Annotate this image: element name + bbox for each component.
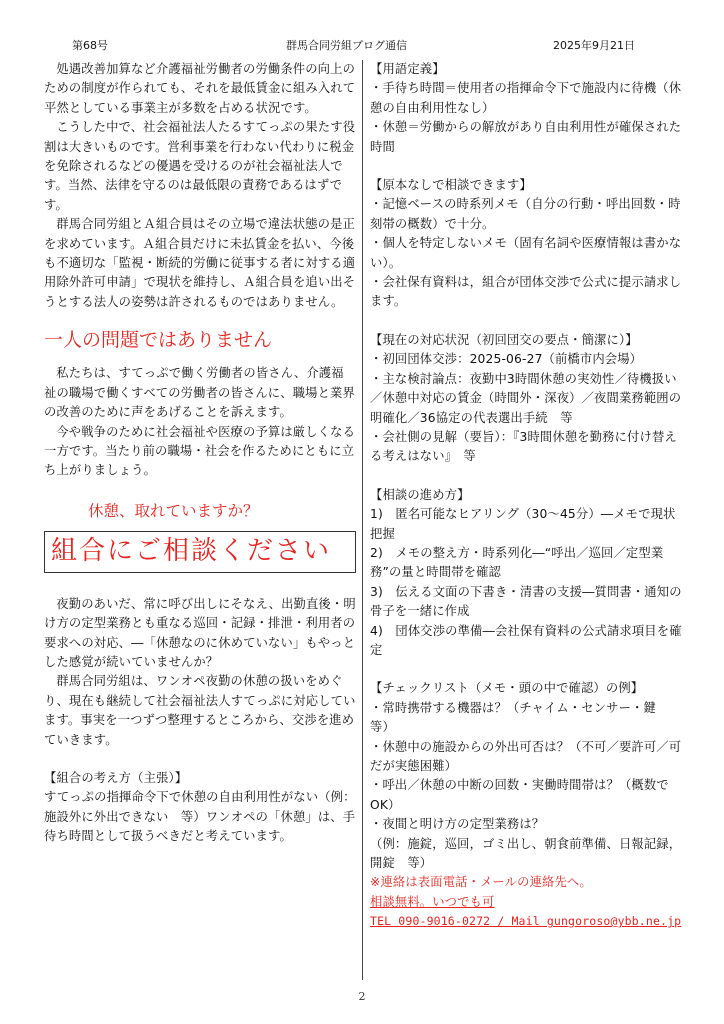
right-column	[370, 60, 686, 932]
body-paragraph: 夜勤のあいだ、常に呼び出しにそなえ、出勤直後・明け方の定型業務とも重なる巡回・記録・排泄・利用者の要求への対応、―「休憩なのに休めていない」もやっとした感覚が続いていませんか？	[44, 596, 356, 669]
no-original-item: ・記憶ベースの時系列メモ（自分の行動・呼出回数・時刻帯の概数）で十分。	[370, 197, 681, 231]
process-step: 3) 伝える文面の下書き・清書の支援―質問書・通知の骨子を一緒に作成	[370, 584, 682, 619]
status-item: ・会社側の見解（要旨）：『3時間休憩を勤務に付け替える考えはない』 等	[370, 429, 677, 464]
break-question-heading: 休憩、取れていますか？	[88, 501, 259, 520]
checklist-item: ・休憩中の施設からの外出可否は？（不可／要許可／可だが実態困難）	[370, 739, 682, 773]
process-step: 2) メモの整え方・時系列化―“呼出／巡回／定型業務”の量と時間帯を確認	[370, 545, 664, 580]
column-divider	[362, 60, 363, 980]
checklist-item: ・呼出／休憩の中断の回数・実働時間帯は？（概数でOK）	[370, 778, 669, 812]
process-title: 【相談の進め方】	[370, 487, 470, 502]
checklist-title: 【チェックリスト（メモ・頭の中で確認）の例】	[370, 681, 644, 696]
no-original-item: ・会社保有資料は，組合が団体交渉で公式に提示請求します。	[370, 275, 682, 309]
checklist-item: ・夜間と明け方の定型業務は？	[370, 817, 545, 832]
issue-date: 2025年9月21日	[553, 39, 635, 52]
process-step: 1) 匿名可能なヒアリング（30～45分）―メモで現状把握	[370, 507, 676, 541]
intro-paragraph: 処遇改善加算など介護福祉労働者の労働条件の向上のための制度が作られても、それを最低賃金に組み入れて平然としている事業主が多数を占める状況です。	[44, 62, 356, 115]
process-step: 4) 団体交渉の準備―会社保有資料の公式請求項目を確定	[370, 623, 682, 657]
body-paragraph: 今や戦争のために社会福祉や医療の予算は厳しくなる一方です。当たり前の職場・社会を作るためにともに立ち上がりましょう。	[44, 424, 356, 478]
consult-banner: 組合にご相談ください	[44, 531, 356, 573]
page-number: 2	[358, 990, 366, 1003]
terms-item: ・手待ち時間＝使用者の指揮命令下で施設内に待機（休憩の自由利用性なし）	[370, 81, 682, 115]
issue-number: 第68号	[72, 39, 108, 52]
section-heading: 一人の問題ではありません	[44, 329, 273, 352]
checklist-item: （例：施錠，巡回，ゴミ出し、朝食前準備、日報記録，開錠 等）	[370, 836, 682, 871]
intro-paragraph: 群馬合同労組とＡ組合員はその立場で違法状態の是正を求めています。Ａ組合員だけに未払賃金を払い、今後も不適切な「監視・断続的労働に従事する者に対する適用除外許可申請」で現状を維持し、Ａ組合員を追い出そうとする法人の姿勢は許されるものではありません。	[44, 217, 356, 309]
page-header	[0, 38, 724, 54]
contact-note: ※連絡は表面電話・メールの連絡先へ。	[370, 875, 592, 890]
no-original-item: ・個人を特定しないメモ（固有名詞や医療情報は書かない）。	[370, 236, 682, 270]
stance-body: すてっぷの指揮命令下で休憩の自由利用性がない（例：施設外に外出できない 等）ワンオペの「休憩」は、手待ち時間として扱うべきだと考えています。	[44, 790, 356, 844]
intro-paragraph: こうした中で、社会福祉法人たるすてっぷの果たす役割は大きいものです。営利事業を行わない代わりに税金を免除されるなどの優遇を受けるのが社会福祉法人です。当然、法律を守るのは最低限の責務であるはずです。	[44, 120, 356, 212]
status-title: 【現在の対応状況（初回団交の要点・簡潔に）】	[370, 332, 638, 347]
body-paragraph: 私たちは、すてっぷで働く労働者の皆さん、介護福祉の職場で働くすべての労働者の皆さんに、職場と業界の改善のために声をあげることを訴えます。	[44, 366, 355, 420]
body-paragraph: 群馬合同労組は、ワンオペ夜勤の休憩の扱いをめぐり、現在も継続して社会福祉法人すてっぷに対応しています。事実を一つずつ整理するところから、交渉を進めていきます。	[44, 674, 356, 747]
status-item: ・主な検討論点：夜勤中3時間休憩の実効性／待機扱い／休憩中対応の賃金（時間外・深夜）／夜間業務範囲の明確化／36協定の代表選出手続 等	[370, 371, 682, 425]
checklist-item: ・常時携帯する機器は？（チャイム・センサー・鍵 等）	[370, 700, 669, 735]
stance-title: 【組合の考え方（主張）】	[44, 770, 188, 785]
status-item: ・初回団体交渉：2025-06-27（前橋市内会場）	[370, 352, 643, 367]
no-original-title: 【原本なしで相談できます】	[370, 178, 532, 193]
left-column	[44, 60, 356, 847]
terms-item: ・休憩＝労働からの解放があり自由利用性が確保された時間	[370, 120, 682, 154]
contact-details: TEL 090-9016-0272 / Mail gungoroso@ybb.ne.jp	[370, 914, 682, 929]
terms-title: 【用語定義】	[370, 62, 445, 76]
contact-free-note: 相談無料。いつでも可	[370, 894, 495, 909]
newsletter-title: 群馬合同労組ブログ通信	[286, 39, 407, 52]
